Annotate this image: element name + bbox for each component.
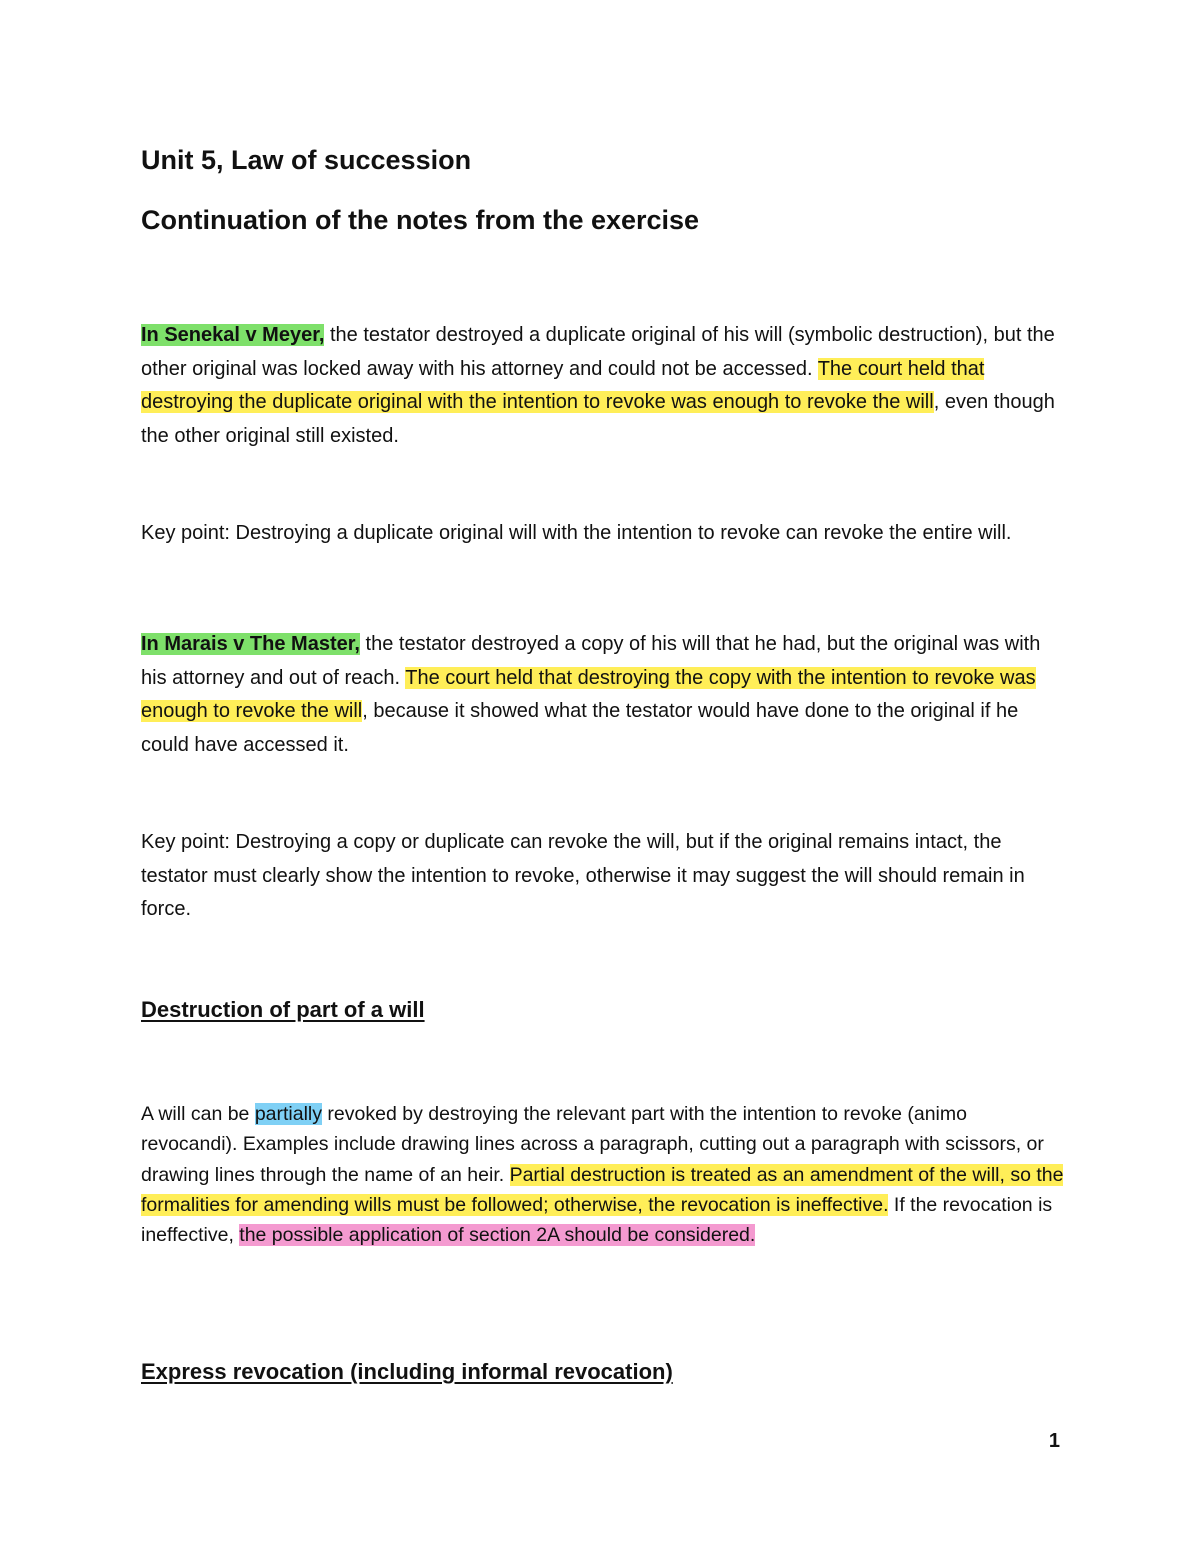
heading-partial-destruction: Destruction of part of a will — [141, 997, 425, 1022]
senekal-text-2: , even though the other original still existed. — [141, 391, 1055, 447]
paragraph-marais — [141, 628, 1066, 762]
partial-text-3: If the revocation is ineffective, — [141, 1193, 1053, 1247]
page-number: 1 — [1048, 1430, 1060, 1452]
page-subtitle: Continuation of the notes from the exercise — [141, 205, 700, 235]
marais-text-1: the testator destroyed a copy of his will that he had, but the original was with his attorney and out of reach. — [141, 633, 1041, 689]
partial-amendment: Partial destruction is treated as an amendment of the will, so the formalities for amending wills must be followed; otherwise, the revocation is ineffective. — [141, 1163, 1064, 1216]
key-point-1: Key point: Destroying a duplicate original will with the intention to revoke can revoke the entire will. — [141, 522, 1012, 544]
partial-text-2: revoked by destroying the relevant part with the intention to revoke (animo revocandi). Examples include drawing lines across a paragraph, cutting out a paragraph with scissors, or drawing lines through the name of an heir. — [141, 1103, 1044, 1186]
senekal-text-1: the testator destroyed a duplicate original of his will (symbolic destruction), but the other original was locked away with his attorney and could not be accessed. — [141, 324, 1055, 380]
paragraph-partial-destruction — [141, 1099, 1066, 1250]
page-title: Unit 5, Law of succession — [141, 145, 472, 175]
term-partially: partially — [254, 1103, 323, 1125]
key-point-2: Key point: Destroying a copy or duplicate can revoke the will, but if the original remains intact, the testator must clearly show the intention to revoke, otherwise it may suggest the will should remain in force. — [141, 831, 1025, 920]
senekal-holding: The court held that destroying the duplicate original with the intention to revoke was enough to revoke the will — [141, 357, 985, 413]
heading-express-revocation: Express revocation (including informal revocation) — [141, 1359, 673, 1384]
paragraph-senekal — [141, 319, 1066, 453]
partial-text-1: A will can be — [141, 1103, 255, 1125]
case-name-senekal: In Senekal v Meyer, — [141, 324, 325, 346]
case-name-marais: In Marais v The Master, — [141, 633, 360, 655]
section-2a-note: the possible application of section 2A should be considered. — [239, 1224, 756, 1247]
marais-holding: The court held that destroying the copy with the intention to revoke was enough to revoke the will — [141, 666, 1036, 722]
marais-text-2: , because it showed what the testator would have done to the original if he could have accessed it. — [141, 700, 1019, 756]
